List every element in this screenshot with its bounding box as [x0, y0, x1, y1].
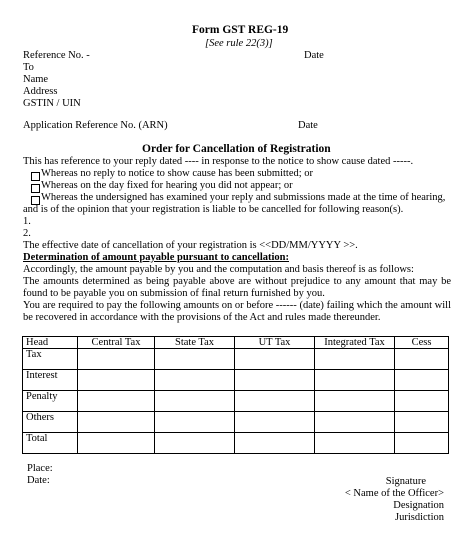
table-cell[interactable] — [235, 391, 315, 412]
row-label-total: Total — [23, 433, 78, 454]
table-cell[interactable] — [235, 370, 315, 391]
table-cell[interactable] — [235, 349, 315, 370]
designation-label: Designation — [393, 500, 444, 511]
table-cell[interactable] — [395, 349, 449, 370]
reference-no-label: Reference No. - — [23, 50, 90, 61]
intro-text: This has reference to your reply dated ---- in response to the notice to show cause dated -----. — [23, 156, 414, 167]
column-header-central-tax: Central Tax — [78, 337, 155, 349]
paragraph-payment: You are required to pay the following amounts on or before ------ (date) failing which the amount will be recovered in accordance with the provisions of the Act and rules made thereunder. — [23, 300, 451, 323]
option-no-appearance: Whereas on the day fixed for hearing you did not appear; or — [41, 180, 293, 191]
footer-date-label: Date: — [27, 475, 50, 486]
table-cell[interactable] — [395, 370, 449, 391]
table-cell[interactable] — [235, 412, 315, 433]
column-header-ut-tax: UT Tax — [235, 337, 315, 349]
table-cell[interactable] — [155, 391, 235, 412]
signature-label: Signature — [385, 476, 426, 487]
paragraph-amounts: The amounts determined as being payable above are without prejudice to any amount that may be found to be payable you on submission of final return furnished by you. — [23, 276, 451, 299]
table-cell[interactable] — [315, 433, 395, 454]
header-date-label: Date — [304, 50, 324, 61]
table-row — [23, 370, 449, 391]
effective-date-text: The effective date of cancellation of your registration is <<DD/MM/YYYY >>. — [23, 240, 358, 251]
application-date-label: Date — [298, 120, 318, 131]
option-no-reply: Whereas no reply to notice to show cause has been submitted; or — [41, 168, 314, 179]
jurisdiction-label: Jurisdiction — [395, 512, 444, 523]
table-row — [23, 433, 449, 454]
table-cell[interactable] — [78, 433, 155, 454]
column-header-head: Head — [23, 337, 78, 349]
reason-2: 2. — [23, 228, 31, 239]
name-label: Name — [23, 74, 49, 85]
row-label-interest: Interest — [23, 370, 78, 391]
table-row — [23, 412, 449, 433]
table-cell[interactable] — [155, 349, 235, 370]
table-row — [23, 391, 449, 412]
table-row — [23, 349, 449, 370]
table-cell[interactable] — [78, 370, 155, 391]
column-header-state-tax: State Tax — [155, 337, 235, 349]
to-label: To — [23, 62, 34, 73]
table-cell[interactable] — [235, 433, 315, 454]
address-label: Address — [23, 86, 58, 97]
table-cell[interactable] — [78, 412, 155, 433]
table-cell[interactable] — [315, 391, 395, 412]
table-cell[interactable] — [395, 391, 449, 412]
checkbox-no-appearance[interactable] — [31, 184, 40, 193]
row-label-tax: Tax — [23, 349, 78, 370]
opinion-text: and is of the opinion that your registration is liable to be cancelled for following reason(s). — [23, 204, 404, 215]
rule-reference: [See rule 22(3)] — [205, 38, 273, 49]
row-label-penalty: Penalty — [23, 391, 78, 412]
reason-1: 1. — [23, 216, 31, 227]
gstin-label: GSTIN / UIN — [23, 98, 81, 109]
option-examined-reply: Whereas the undersigned has examined your reply and submissions made at the time of hearing, — [41, 192, 446, 203]
place-label: Place: — [27, 463, 53, 474]
row-label-others: Others — [23, 412, 78, 433]
table-cell[interactable] — [395, 433, 449, 454]
paragraph-accordingly: Accordingly, the amount payable by you and the computation and basis thereof is as follows: — [23, 264, 414, 275]
table-cell[interactable] — [395, 412, 449, 433]
form-title: Form GST REG-19 — [192, 24, 289, 36]
table-cell[interactable] — [78, 391, 155, 412]
table-header-row — [23, 337, 449, 349]
table-cell[interactable] — [315, 412, 395, 433]
table-cell[interactable] — [155, 433, 235, 454]
table-cell[interactable] — [155, 412, 235, 433]
table-cell[interactable] — [315, 370, 395, 391]
table-cell[interactable] — [315, 349, 395, 370]
table-cell[interactable] — [155, 370, 235, 391]
tax-amount-table — [22, 336, 449, 454]
table-cell[interactable] — [78, 349, 155, 370]
checkbox-no-reply[interactable] — [31, 172, 40, 181]
determination-heading: Determination of amount payable pursuant to cancellation: — [23, 252, 289, 263]
column-header-integrated-tax: Integrated Tax — [315, 337, 395, 349]
officer-name-label: < Name of the Officer> — [344, 488, 444, 499]
order-heading: Order for Cancellation of Registration — [142, 143, 331, 155]
application-reference-label: Application Reference No. (ARN) — [23, 120, 168, 131]
column-header-cess: Cess — [395, 337, 449, 349]
